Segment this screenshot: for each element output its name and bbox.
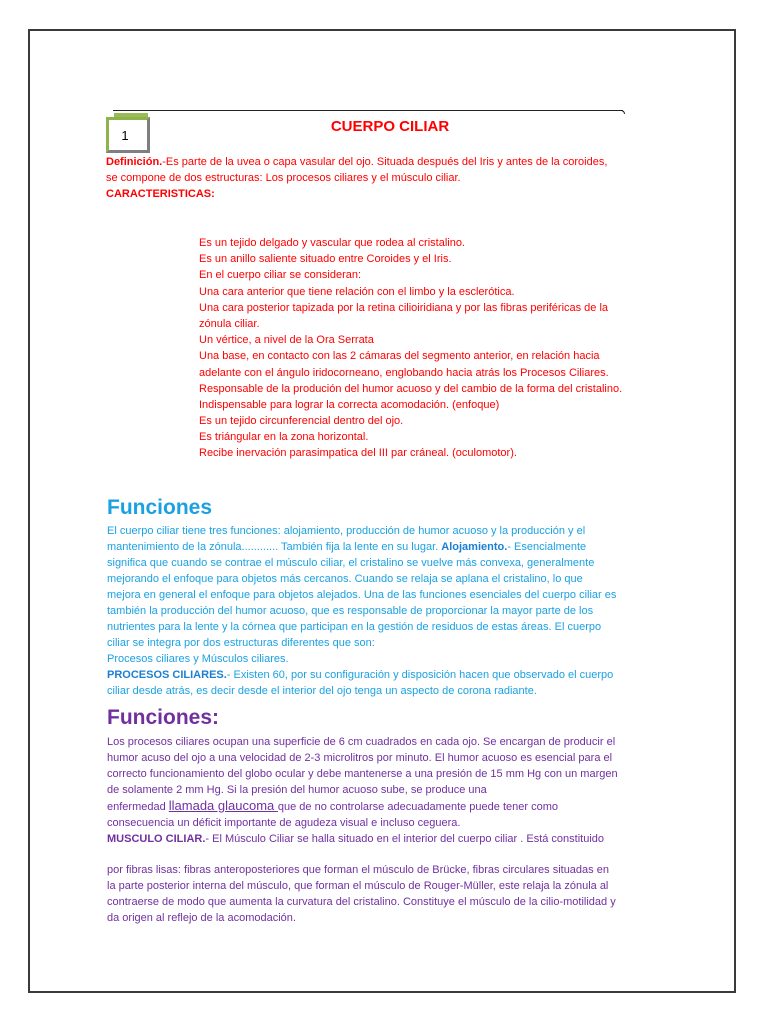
text-line: por fibras lisas: fibras anteroposteriores que forman el músculo de Brücke, fibras circulares situadas en xyxy=(107,864,609,876)
text-line: correcto funcionamiento del globo ocular y debe mantenerse a una presión de 15 mm Hg con un margen xyxy=(107,768,618,780)
glaucoma-link[interactable]: llamada glaucoma xyxy=(168,798,278,813)
list-item: Es un anillo saliente situado entre Coroides y el Iris. xyxy=(199,253,452,266)
text-line: El cuerpo ciliar tiene tres funciones: alojamiento, producción de humor acuoso y la producción y el xyxy=(107,525,586,537)
definition-paragraph xyxy=(106,154,607,186)
text-line: que de no controlarse adecuadamente puede tener como xyxy=(277,801,558,813)
list-item: Una base, en contacto con las 2 cámaras del segmento anterior, en relación hacia xyxy=(199,350,600,363)
funciones-2-heading: Funciones: xyxy=(107,706,220,729)
list-item: Responsable de la produción del humor acuoso y del cambio de la forma del cristalino. xyxy=(199,382,623,395)
text-line: - Esencialmente xyxy=(507,541,587,553)
list-item: Es un tejido delgado y vascular que rodea al cristalino. xyxy=(199,237,465,249)
list-item: Una cara anterior que tiene relación con el limbo y la esclerótica. xyxy=(199,285,515,298)
text-line: ciliar desde atrás, es decir desde el interior del ojo tenga un aspecto de corona radiante. xyxy=(107,685,537,697)
list-item: Una cara posterior tapizada por la retina cilioiridiana y por las fibras periféricas de la xyxy=(199,301,609,314)
funciones-paragraph xyxy=(107,523,616,699)
text-line: humor acuso del ojo a una velocidad de 2-3 microlitros por minuto. El humor acuoso es esencial para el xyxy=(107,752,613,764)
text-line: consecuencia un déficit importante de agudeza visual e incluso ceguera. xyxy=(107,817,461,829)
list-item: En el cuerpo ciliar se consideran: xyxy=(199,269,362,282)
text-line: contraerse de modo que aumenta la curvatura del cristalino. Constituye el músculo de la cilio-motilidad y xyxy=(107,896,616,908)
musculo-paragraph xyxy=(107,862,616,926)
text-line: ciliar se integra por dos estructuras diferentes que son: xyxy=(107,637,375,649)
definition-text-1: -Es parte de la uvea o capa vasular del ojo. Situada después del Iris y antes de la coroides, xyxy=(162,156,608,168)
definition-text-2: se compone de dos estructuras: Los procesos ciliares y el músculo ciliar. xyxy=(106,172,461,184)
procesos-ciliares-label: PROCESOS CILIARES. xyxy=(107,669,227,681)
list-item: Recibe inervación parasimpatica del III par cráneal. (oculomotor). xyxy=(199,447,517,460)
list-item: zónula ciliar. xyxy=(199,317,260,330)
header-rule xyxy=(113,110,623,111)
text-line: la parte posterior interna del músculo, que forman el músculo de Rouger-Müller, este relaja la zónula al xyxy=(107,880,609,892)
text-line: Los procesos ciliares ocupan una superficie de 6 cm cuadrados en cada ojo. Se encargan de producir el xyxy=(107,736,616,748)
list-item: Un vértice, a nivel de la Ora Serrata xyxy=(199,334,374,347)
list-item: adelante con el ángulo iridocorneano, englobando hacia atrás los Procesos Ciliares. xyxy=(199,366,609,379)
text-line: Procesos ciliares y Músculos ciliares. xyxy=(107,653,289,665)
list-item: Es triángular en la zona horizontal. xyxy=(199,431,369,444)
characteristics-list xyxy=(199,235,622,462)
page-title: CUERPO CILIAR xyxy=(330,118,450,135)
definition-label: Definición. xyxy=(106,156,163,168)
funciones-2-paragraph xyxy=(107,734,618,847)
header-rule-end xyxy=(618,110,625,114)
funciones-heading: Funciones xyxy=(107,496,213,519)
text-line: significa que cuando se contrae el músculo ciliar, el cristalino se vuelve más convexa, generalmente xyxy=(107,557,595,569)
alojamiento-label: Alojamiento. xyxy=(441,541,508,553)
characteristics-label: CARACTERISTICAS: xyxy=(106,188,215,200)
text-line: mejorando el enfoque para objetos más cercanos. Cuando se relaja se aplana el cristalino, lo que xyxy=(107,573,583,585)
text-line: - Existen 60, por su configuración y disposición hacen que observado el cuerpo xyxy=(226,669,614,681)
text-line: nutrientes para la lente y la córnea que participan en la gestión de residuos de estas áreas. El cuerpo xyxy=(107,621,602,633)
text-line: de solamente 2 mm Hg. Si la presión del humor acuoso sube, se produce una xyxy=(107,784,487,796)
musculo-ciliar-label: MUSCULO CILIAR. xyxy=(107,833,206,845)
text-line: mejora en general el enfoque para objetos alejados. Una de las funciones esenciales del cuerpo ciliar es xyxy=(107,589,617,601)
text-line: - El Músculo Ciliar se halla situado en el interior del cuerpo ciliar . Está constituido xyxy=(205,833,605,845)
text-line: mantenimiento de la zónula............ También fija la lente en su lugar. xyxy=(107,541,442,553)
text-line: también la producción del humor acuoso, que es responsable de proporcionar la mayor parte de los xyxy=(107,605,594,617)
list-item: Indispensable para lograr la correcta acomodación. (enfoque) xyxy=(199,398,500,411)
text-line: da origen al reflejo de la acomodación. xyxy=(107,912,296,924)
text-line: enfermedad xyxy=(107,801,169,813)
page-number: 1 xyxy=(121,128,129,143)
list-item: Es un tejido circunferencial dentro del ojo. xyxy=(199,415,404,428)
